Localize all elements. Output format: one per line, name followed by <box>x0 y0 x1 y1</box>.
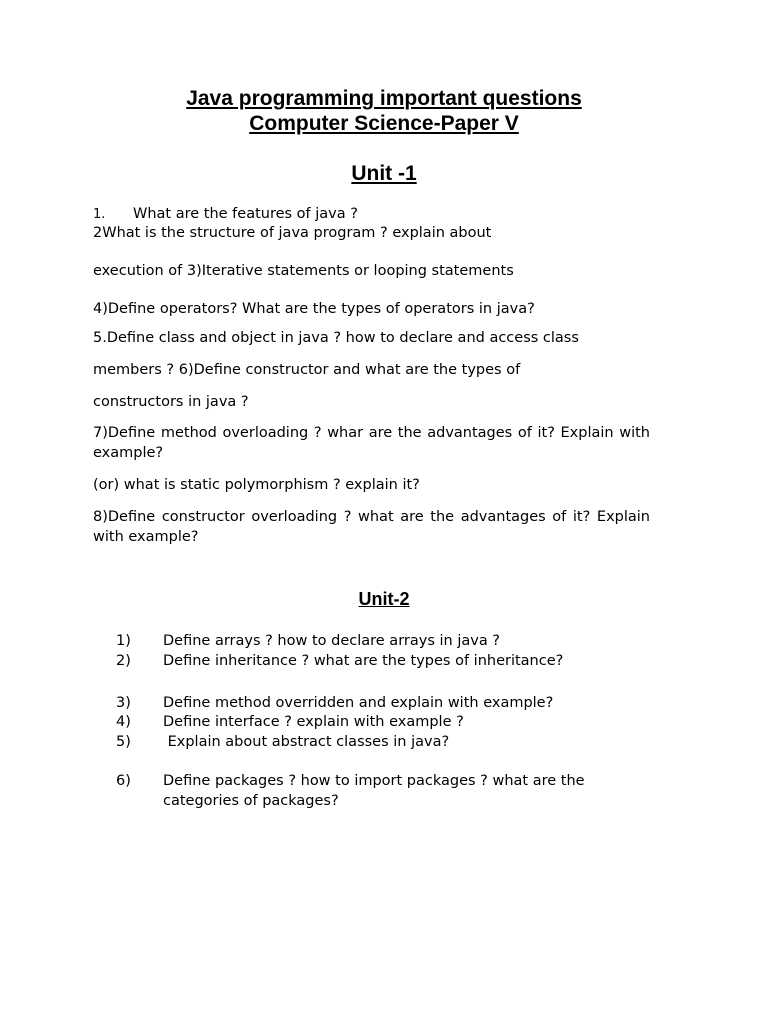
unit1-question-7: 7)Define method overloading ? whar are the advantages of it? Explain with example? <box>93 425 650 461</box>
unit1-heading: Unit -1 <box>351 162 417 185</box>
unit1-line-2: 2What is the structure of java program ? explain about <box>93 225 492 241</box>
document-title: Java programming important questions <box>186 87 582 110</box>
unit1-line-3: execution of 3)Iterative statements or looping statements <box>93 263 514 279</box>
unit1-line-6: members ? 6)Define constructor and what are the types of <box>93 362 521 378</box>
unit2-item-number: 3) <box>116 695 131 711</box>
unit1-line-7: constructors in java ? <box>93 394 249 410</box>
unit1-line-4: 4)Define operators? What are the types of operators in java? <box>93 301 535 317</box>
unit2-item-text: Define arrays ? how to declare arrays in java ? <box>163 633 501 649</box>
unit2-heading: Unit-2 <box>358 589 410 609</box>
unit2-item-number: 5) <box>116 734 131 750</box>
unit2-item-text: Define interface ? explain with example ? <box>163 714 464 730</box>
unit2-item-text: Explain about abstract classes in java? <box>163 734 450 750</box>
unit2-item-number: 6) <box>116 773 131 789</box>
unit2-item-text: Define packages ? how to import packages ? what are the categories of packages? <box>163 773 585 809</box>
document-subtitle: Computer Science-Paper V <box>249 112 519 135</box>
unit1-line-static-polymorphism: (or) what is static polymorphism ? explain it? <box>93 477 420 493</box>
unit2-item-text: Define method overridden and explain with example? <box>163 695 554 711</box>
unit2-item-text: Define inheritance ? what are the types of inheritance? <box>163 653 564 669</box>
unit1-question-1 <box>93 205 493 224</box>
unit1-question-1-text: What are the features of java ? <box>133 206 358 222</box>
unit1-question-8: 8)Define constructor overloading ? what are the advantages of it? Explain with example? <box>93 509 650 545</box>
unit2-item-number: 4) <box>116 714 131 730</box>
unit1-line-5: 5.Define class and object in java ? how to declare and access class <box>93 330 579 346</box>
unit2-item-number: 1) <box>116 633 131 649</box>
unit1-question-1-number: 1. <box>93 207 106 222</box>
unit2-item-number: 2) <box>116 653 131 669</box>
